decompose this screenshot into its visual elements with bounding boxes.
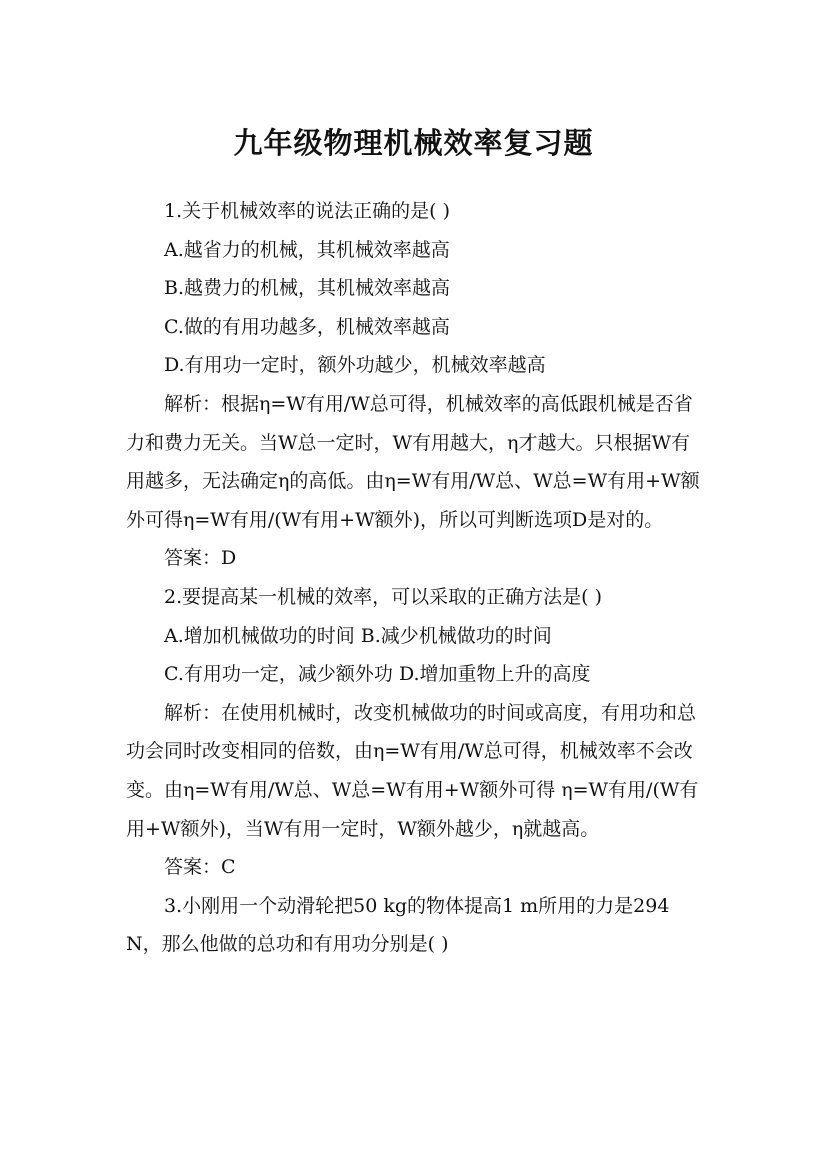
document-title: 九年级物理机械效率复习题 bbox=[233, 126, 594, 161]
question-1-analysis: 解析：根据η=W有用/W总可得，机械效率的高低跟机械是否省力和费力无关。当W总一定时，W有用越大，η才越大。只根据W有用越多，无法确定η的高低。由η=W有用/W总、W总=W有用+W额外可得η=W有用/(W有用+W额外)，所以可判断选项D是对的。 bbox=[126, 392, 700, 531]
question-2-answer: 答案：C bbox=[164, 856, 236, 879]
question-2-options-cd: C.有用功一定，减少额外功 D.增加重物上升的高度 bbox=[164, 663, 591, 686]
question-2-stem: 2.要提高某一机械的效率，可以采取的正确方法是( ) bbox=[164, 585, 602, 608]
document-body bbox=[126, 192, 706, 964]
question-2-analysis: 解析：在使用机械时，改变机械做功的时间或高度，有用功和总功会同时改变相同的倍数，由η=W有用/W总可得，机械效率不会改变。由η=W有用/W总、W总=W有用+W额外可得 η=W有用/(W有用+W额外)，当W有用一定时，W额外越少，η就越高。 bbox=[126, 701, 699, 840]
question-1-stem: 1.关于机械效率的说法正确的是( ) bbox=[164, 200, 450, 222]
question-1-option-d: D.有用功一定时，额外功越少，机械效率越高 bbox=[164, 354, 546, 377]
question-2-options-ab: A.增加机械做功的时间 B.减少机械做功的时间 bbox=[164, 624, 552, 647]
question-1-answer: 答案：D bbox=[164, 547, 237, 570]
question-1-option-b: B.越费力的机械，其机械效率越高 bbox=[164, 277, 451, 300]
question-1-option-a: A.越省力的机械，其机械效率越高 bbox=[164, 238, 450, 261]
question-1-option-c: C.做的有用功越多，机械效率越高 bbox=[164, 315, 450, 338]
question-3-stem: 3.小刚用一个动滑轮把50 kg的物体提高1 m所用的力是294 N，那么他做的总功和有用功分别是( ) bbox=[126, 894, 670, 956]
